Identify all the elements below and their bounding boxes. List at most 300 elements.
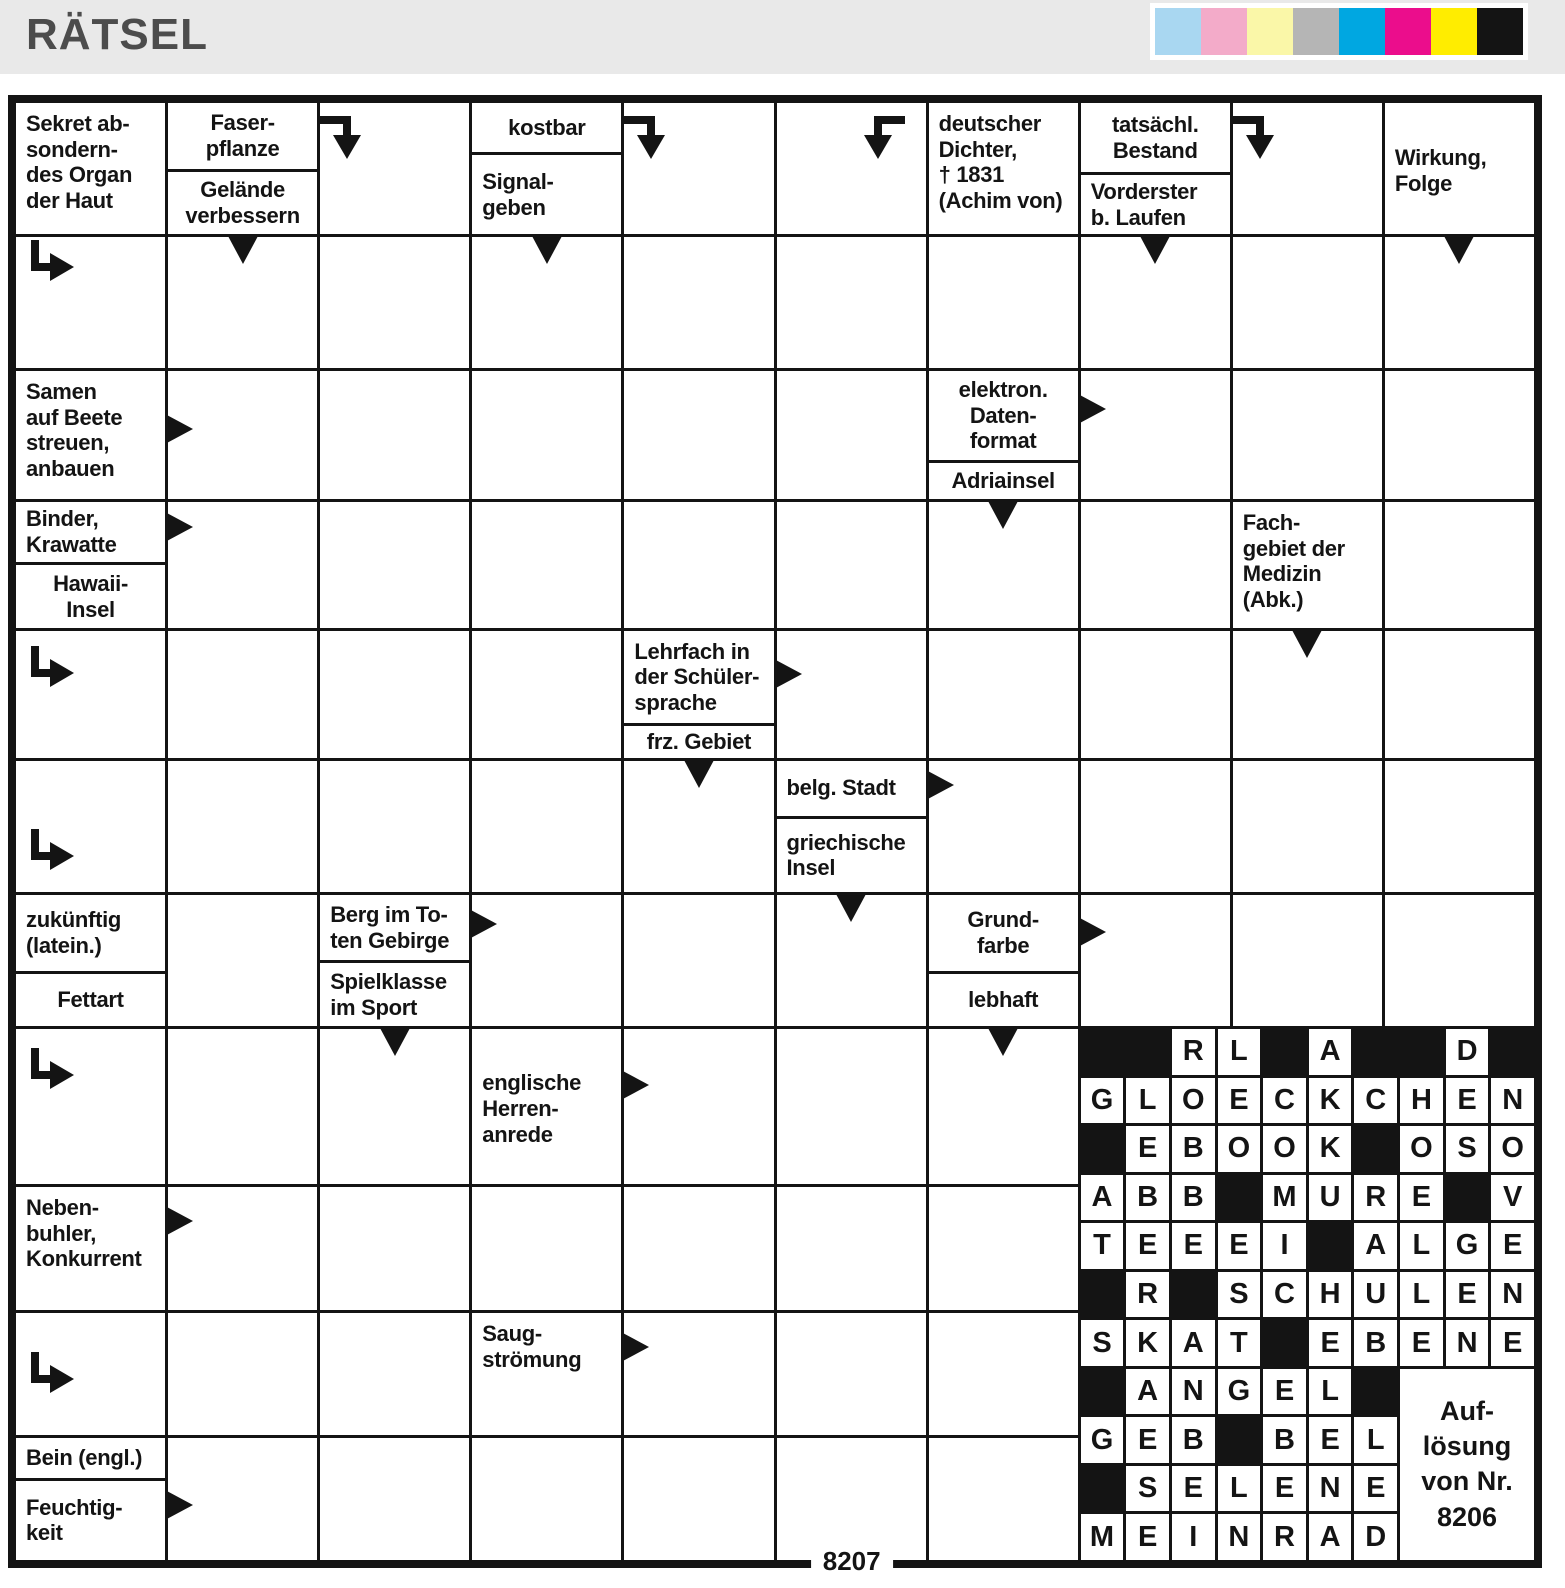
clue-text-line: pflanze bbox=[205, 136, 280, 162]
arrow-right-icon bbox=[621, 1332, 651, 1362]
clue-text-line: Konkurrent bbox=[26, 1246, 142, 1272]
clue-text bbox=[472, 1029, 621, 1184]
clue-text-line: Dichter, bbox=[938, 136, 1017, 162]
answer-cell[interactable] bbox=[929, 502, 1078, 628]
answer-cell[interactable] bbox=[320, 502, 469, 628]
arrow-right-icon bbox=[165, 1490, 195, 1520]
solution-letter-cell: E bbox=[1263, 1369, 1306, 1415]
solution-letter-cell: B bbox=[1354, 1320, 1397, 1366]
clue-text bbox=[624, 726, 773, 758]
answer-cell[interactable] bbox=[472, 1187, 621, 1310]
solution-letter-cell: E bbox=[1172, 1466, 1215, 1512]
clue-text-line: gebiet der bbox=[1242, 535, 1345, 561]
answer-cell[interactable] bbox=[777, 631, 926, 758]
solution-letter-cell: T bbox=[1081, 1223, 1124, 1269]
solution-letter-cell: E bbox=[1446, 1272, 1489, 1318]
solution-black-cell bbox=[1218, 1417, 1261, 1463]
answer-cell[interactable] bbox=[929, 761, 1078, 892]
clue-text bbox=[929, 895, 1078, 974]
solution-letter-cell: G bbox=[1081, 1417, 1124, 1463]
solution-letter-cell: L bbox=[1218, 1029, 1261, 1075]
clue-text bbox=[16, 1187, 165, 1310]
clue-text bbox=[168, 103, 317, 172]
clue-text-line: Grund- bbox=[967, 907, 1039, 933]
answer-cell[interactable] bbox=[168, 1438, 317, 1560]
answer-cell[interactable] bbox=[777, 103, 926, 234]
clue-cell bbox=[929, 103, 1078, 234]
clue-text-line: der Haut bbox=[26, 188, 113, 214]
page-title: RÄTSEL bbox=[26, 10, 208, 59]
clue-cell bbox=[1385, 103, 1534, 234]
arrow-right-icon bbox=[1078, 394, 1108, 424]
arrow-bend-down-icon bbox=[1233, 109, 1277, 161]
color-swatch bbox=[1201, 8, 1247, 55]
answer-cell[interactable] bbox=[929, 631, 1078, 758]
solution-letter-cell: L bbox=[1400, 1223, 1443, 1269]
solution-black-cell bbox=[1354, 1126, 1397, 1172]
solution-letter-cell: A bbox=[1172, 1320, 1215, 1366]
answer-cell[interactable] bbox=[1233, 103, 1382, 234]
answer-cell[interactable] bbox=[168, 1029, 317, 1184]
arrow-right-icon bbox=[774, 659, 804, 689]
clue-cell bbox=[929, 371, 1078, 499]
color-swatch bbox=[1155, 8, 1201, 55]
clue-text bbox=[16, 974, 165, 1026]
solution-letter-cell: N bbox=[1218, 1514, 1261, 1560]
solution-letter-cell: S bbox=[1218, 1272, 1261, 1318]
crossword-grid bbox=[8, 95, 1542, 1568]
clue-text bbox=[16, 103, 165, 234]
clue-text-line: anbauen bbox=[26, 456, 115, 482]
color-swatch bbox=[1477, 8, 1523, 55]
clue-text-line: Herren- bbox=[482, 1096, 559, 1122]
solution-letter-cell: E bbox=[1218, 1078, 1261, 1124]
arrow-down-icon bbox=[1140, 236, 1170, 266]
answer-cell[interactable] bbox=[777, 502, 926, 628]
solution-label-line: 8206 bbox=[1437, 1501, 1498, 1532]
arrow-bend-down-icon bbox=[624, 109, 668, 161]
clue-text-line: streuen, bbox=[26, 430, 110, 456]
answer-cell[interactable] bbox=[472, 631, 621, 758]
clue-text-line: Samen bbox=[26, 379, 97, 404]
clue-text-line: Fach- bbox=[1242, 510, 1300, 535]
clue-text-line: englische bbox=[482, 1070, 582, 1096]
solution-letter-cell: C bbox=[1354, 1078, 1397, 1124]
solution-black-cell bbox=[1081, 1126, 1124, 1172]
solution-letter-cell: L bbox=[1400, 1272, 1443, 1318]
clue-text-line: frz. Gebiet bbox=[646, 729, 752, 755]
color-swatch bbox=[1431, 8, 1477, 55]
solution-black-cell bbox=[1081, 1466, 1124, 1512]
answer-cell[interactable] bbox=[777, 1029, 926, 1184]
solution-black-cell bbox=[1354, 1369, 1397, 1415]
solution-letter-cell: D bbox=[1446, 1029, 1489, 1075]
clue-cell bbox=[472, 1313, 621, 1435]
arrow-down-icon bbox=[684, 760, 714, 790]
clue-cell bbox=[777, 761, 926, 892]
solution-letter-cell: I bbox=[1263, 1223, 1306, 1269]
solution-letter-cell: E bbox=[1400, 1320, 1443, 1366]
clue-text bbox=[168, 172, 317, 234]
answer-cell[interactable] bbox=[320, 631, 469, 758]
clue-text bbox=[320, 963, 469, 1026]
clue-text-line: Gelände bbox=[200, 177, 285, 203]
clue-text-line: b. Laufen bbox=[1090, 204, 1186, 230]
answer-cell[interactable] bbox=[16, 237, 165, 368]
solution-letter-cell: B bbox=[1263, 1417, 1306, 1463]
answer-cell[interactable] bbox=[1081, 761, 1230, 892]
clue-text-line: Adriainsel bbox=[951, 468, 1055, 494]
answer-cell[interactable] bbox=[1233, 631, 1382, 758]
answer-cell[interactable] bbox=[777, 1313, 926, 1435]
answer-cell[interactable] bbox=[777, 1187, 926, 1310]
answer-cell[interactable] bbox=[1385, 371, 1534, 499]
arrow-down-icon bbox=[380, 1028, 410, 1058]
solution-black-cell bbox=[1309, 1223, 1352, 1269]
clue-text bbox=[1385, 103, 1534, 234]
arrow-bend-right-icon bbox=[24, 646, 76, 690]
arrow-right-icon bbox=[469, 909, 499, 939]
arrow-right-icon bbox=[1078, 917, 1108, 947]
answer-cell[interactable] bbox=[472, 1438, 621, 1560]
solution-letter-cell: H bbox=[1309, 1272, 1352, 1318]
clue-text-line: Binder, bbox=[26, 506, 99, 532]
solution-letter-cell: E bbox=[1126, 1223, 1169, 1269]
solution-letter-cell: E bbox=[1172, 1223, 1215, 1269]
solution-black-cell bbox=[1126, 1029, 1169, 1075]
solution-letter-cell: E bbox=[1354, 1466, 1397, 1512]
answer-cell[interactable] bbox=[320, 1313, 469, 1435]
solution-letter-cell: E bbox=[1309, 1320, 1352, 1366]
clue-text bbox=[929, 974, 1078, 1026]
solution-letter-cell: O bbox=[1491, 1126, 1534, 1172]
solution-letter-cell: A bbox=[1081, 1175, 1124, 1221]
answer-cell[interactable] bbox=[929, 237, 1078, 368]
clue-text bbox=[472, 155, 621, 234]
clue-text-line: ten Gebirge bbox=[330, 927, 450, 953]
answer-cell[interactable] bbox=[1233, 895, 1382, 1026]
answer-cell[interactable] bbox=[624, 502, 773, 628]
clue-text-line: Spielklasse bbox=[330, 968, 447, 994]
answer-cell[interactable] bbox=[168, 631, 317, 758]
clue-text-line: Neben- bbox=[26, 1195, 99, 1220]
answer-cell[interactable] bbox=[929, 1187, 1078, 1310]
clue-text-line: Insel bbox=[66, 596, 115, 622]
solution-label-line: Auf- bbox=[1440, 1396, 1495, 1427]
clue-text-line: Fettart bbox=[57, 986, 124, 1012]
answer-cell[interactable] bbox=[777, 1438, 926, 1560]
solution-letter-cell: U bbox=[1354, 1272, 1397, 1318]
solution-letter-cell: N bbox=[1172, 1369, 1215, 1415]
print-color-calibration-bar bbox=[1150, 3, 1528, 60]
answer-cell[interactable] bbox=[16, 761, 165, 892]
clue-text bbox=[777, 761, 926, 819]
answer-cell[interactable] bbox=[624, 1313, 773, 1435]
answer-cell[interactable] bbox=[320, 371, 469, 499]
clue-text bbox=[1081, 175, 1230, 234]
clue-text-line: Sekret ab- bbox=[26, 111, 130, 136]
clue-text-line: anrede bbox=[482, 1121, 553, 1147]
clue-cell bbox=[1233, 502, 1382, 628]
solution-label-line: lösung bbox=[1422, 1431, 1512, 1462]
clue-text-line: Krawatte bbox=[26, 532, 117, 557]
clue-text-line: Insel bbox=[786, 855, 836, 881]
solution-letter-cell: C bbox=[1263, 1272, 1306, 1318]
clue-cell bbox=[16, 1438, 165, 1560]
clue-text-line: tatsächl. bbox=[1111, 111, 1199, 137]
solution-letter-cell: K bbox=[1126, 1320, 1169, 1366]
clue-text-line: (Abk.) bbox=[1242, 587, 1304, 613]
arrow-right-icon bbox=[165, 414, 195, 444]
clue-text-line: Bein (engl.) bbox=[26, 1444, 143, 1470]
solution-black-cell bbox=[1263, 1029, 1306, 1075]
solution-black-cell bbox=[1400, 1029, 1443, 1075]
solution-letter-cell: O bbox=[1218, 1126, 1261, 1172]
answer-cell[interactable] bbox=[168, 895, 317, 1026]
clue-text bbox=[16, 1481, 165, 1560]
clue-cell bbox=[1081, 103, 1230, 234]
clue-text-line: griechische bbox=[786, 829, 906, 855]
clue-text bbox=[777, 819, 926, 892]
answer-cell[interactable] bbox=[1233, 371, 1382, 499]
solution-letter-cell: B bbox=[1172, 1126, 1215, 1172]
answer-cell[interactable] bbox=[777, 237, 926, 368]
clue-text bbox=[16, 1438, 165, 1481]
clue-text-line: verbessern bbox=[185, 203, 300, 229]
clue-text-line: Bestand bbox=[1112, 137, 1198, 163]
answer-cell[interactable] bbox=[320, 761, 469, 892]
clue-text-line: geben bbox=[482, 194, 546, 220]
answer-cell[interactable] bbox=[472, 761, 621, 892]
clue-text-line: im Sport bbox=[330, 994, 418, 1020]
solution-letter-cell: C bbox=[1263, 1078, 1306, 1124]
answer-cell[interactable] bbox=[929, 1029, 1078, 1184]
clue-text-line: Medizin bbox=[1242, 561, 1322, 587]
solution-black-cell bbox=[1218, 1175, 1261, 1221]
answer-cell[interactable] bbox=[1081, 371, 1230, 499]
clue-text-line: Wirkung, bbox=[1394, 145, 1487, 171]
answer-cell[interactable] bbox=[624, 761, 773, 892]
solution-black-cell bbox=[1263, 1320, 1306, 1366]
answer-cell[interactable] bbox=[320, 103, 469, 234]
answer-cell[interactable] bbox=[624, 103, 773, 234]
clue-text bbox=[929, 463, 1078, 499]
solution-black-cell bbox=[1081, 1272, 1124, 1318]
solution-letter-cell: O bbox=[1400, 1126, 1443, 1172]
clue-text-line: kostbar bbox=[508, 114, 586, 140]
clue-text-line: buhler, bbox=[26, 1220, 97, 1246]
arrow-down-icon bbox=[988, 1028, 1018, 1058]
solution-letter-cell: A bbox=[1309, 1514, 1352, 1560]
answer-cell[interactable] bbox=[472, 237, 621, 368]
answer-cell[interactable] bbox=[777, 371, 926, 499]
clue-text-line: keit bbox=[26, 1520, 63, 1546]
clue-cell bbox=[320, 895, 469, 1026]
clue-cell bbox=[168, 103, 317, 234]
answer-cell[interactable] bbox=[1233, 761, 1382, 892]
solution-letter-cell: L bbox=[1354, 1417, 1397, 1463]
clue-cell bbox=[16, 371, 165, 499]
solution-letter-cell: N bbox=[1491, 1078, 1534, 1124]
clue-text-line: des Organ bbox=[26, 162, 133, 188]
answer-cell[interactable] bbox=[16, 1313, 165, 1435]
answer-cell[interactable] bbox=[929, 1438, 1078, 1560]
answer-cell[interactable] bbox=[624, 1438, 773, 1560]
solution-letter-cell: T bbox=[1218, 1320, 1261, 1366]
solution-letter-cell: N bbox=[1309, 1466, 1352, 1512]
answer-cell[interactable] bbox=[472, 895, 621, 1026]
clue-text-line: elektron. bbox=[958, 376, 1048, 402]
solution-letter-cell: S bbox=[1446, 1126, 1489, 1172]
color-swatch bbox=[1293, 8, 1339, 55]
arrow-right-icon bbox=[621, 1070, 651, 1100]
solution-letter-cell: E bbox=[1126, 1126, 1169, 1172]
solution-letter-cell: O bbox=[1263, 1126, 1306, 1172]
color-swatch bbox=[1339, 8, 1385, 55]
solution-letter-cell: E bbox=[1126, 1417, 1169, 1463]
solution-letter-cell: M bbox=[1263, 1175, 1306, 1221]
clue-text-line: Daten- bbox=[969, 402, 1037, 428]
solution-letter-cell: K bbox=[1309, 1078, 1352, 1124]
answer-cell[interactable] bbox=[1385, 237, 1534, 368]
answer-cell[interactable] bbox=[320, 237, 469, 368]
clue-text-line: Feuchtig- bbox=[26, 1494, 123, 1520]
answer-cell[interactable] bbox=[1081, 502, 1230, 628]
arrow-down-icon bbox=[228, 236, 258, 266]
clue-text-line: format bbox=[969, 428, 1037, 454]
solution-letter-cell: S bbox=[1081, 1320, 1124, 1366]
clue-text-line: Saug- bbox=[482, 1321, 542, 1346]
solution-letter-cell: S bbox=[1126, 1466, 1169, 1512]
solution-letter-cell: L bbox=[1309, 1369, 1352, 1415]
answer-cell[interactable] bbox=[624, 371, 773, 499]
puzzle-number: 8207 bbox=[811, 1547, 893, 1576]
arrow-down-icon bbox=[988, 501, 1018, 531]
answer-cell[interactable] bbox=[16, 631, 165, 758]
solution-grid bbox=[1081, 1029, 1534, 1560]
page-header bbox=[0, 0, 1565, 74]
answer-cell[interactable] bbox=[472, 371, 621, 499]
answer-cell[interactable] bbox=[1385, 502, 1534, 628]
answer-cell[interactable] bbox=[16, 1029, 165, 1184]
solution-letter-cell: R bbox=[1126, 1272, 1169, 1318]
clue-text-line: (Achim von) bbox=[938, 188, 1063, 214]
solution-letter-cell: H bbox=[1400, 1078, 1443, 1124]
answer-cell[interactable] bbox=[320, 1438, 469, 1560]
answer-cell[interactable] bbox=[624, 237, 773, 368]
clue-text-line: auf Beete bbox=[26, 404, 123, 430]
clue-text-line: sprache bbox=[634, 689, 717, 715]
arrow-down-icon bbox=[1292, 630, 1322, 660]
solution-letter-cell: E bbox=[1309, 1417, 1352, 1463]
clue-cell bbox=[16, 895, 165, 1026]
clue-text-line: Berg im To- bbox=[330, 901, 448, 927]
answer-cell[interactable] bbox=[1081, 237, 1230, 368]
clue-text-line: Folge bbox=[1394, 171, 1453, 196]
arrow-right-icon bbox=[926, 770, 956, 800]
color-swatch bbox=[1385, 8, 1431, 55]
clue-text bbox=[1233, 502, 1382, 628]
solution-letter-cell: V bbox=[1491, 1175, 1534, 1221]
solution-letter-cell: N bbox=[1491, 1272, 1534, 1318]
arrow-right-icon bbox=[165, 512, 195, 542]
answer-cell[interactable] bbox=[168, 1313, 317, 1435]
answer-cell[interactable] bbox=[320, 1029, 469, 1184]
clue-text bbox=[1081, 103, 1230, 175]
answer-cell[interactable] bbox=[168, 371, 317, 499]
answer-cell[interactable] bbox=[1233, 237, 1382, 368]
clue-text bbox=[16, 371, 165, 499]
solution-letter-cell: E bbox=[1400, 1175, 1443, 1221]
arrow-down-icon bbox=[836, 894, 866, 924]
clue-text-line: sondern- bbox=[26, 136, 118, 162]
answer-cell[interactable] bbox=[1385, 631, 1534, 758]
answer-cell[interactable] bbox=[1385, 761, 1534, 892]
clue-text bbox=[16, 895, 165, 974]
clue-text-line: Signal- bbox=[482, 168, 554, 194]
solution-letter-cell: E bbox=[1126, 1514, 1169, 1560]
solution-label-line: von Nr. bbox=[1421, 1466, 1513, 1497]
answer-cell[interactable] bbox=[168, 761, 317, 892]
clue-text bbox=[624, 631, 773, 726]
answer-cell[interactable] bbox=[624, 1029, 773, 1184]
solution-letter-cell: L bbox=[1126, 1078, 1169, 1124]
arrow-bend-down-icon bbox=[861, 109, 905, 161]
solution-letter-cell: G bbox=[1446, 1223, 1489, 1269]
clue-text-line: deutscher bbox=[938, 111, 1042, 136]
clue-text-line: lebhaft bbox=[968, 986, 1039, 1012]
solution-black-cell bbox=[1081, 1369, 1124, 1415]
clue-text bbox=[472, 1313, 621, 1435]
solution-letter-cell: R bbox=[1172, 1029, 1215, 1075]
solution-black-cell bbox=[1446, 1175, 1489, 1221]
clue-text-line: strömung bbox=[482, 1346, 582, 1372]
crossword-puzzle bbox=[8, 95, 1542, 1577]
clue-text bbox=[16, 502, 165, 565]
solution-black-cell bbox=[1354, 1029, 1397, 1075]
clue-cell bbox=[929, 895, 1078, 1026]
solution-letter-cell: A bbox=[1354, 1223, 1397, 1269]
solution-letter-cell: K bbox=[1309, 1126, 1352, 1172]
clue-text bbox=[320, 895, 469, 963]
answer-cell[interactable] bbox=[168, 237, 317, 368]
solution-letter-cell: O bbox=[1172, 1078, 1215, 1124]
clue-text-line: Vorderster bbox=[1090, 178, 1198, 204]
solution-letter-cell: B bbox=[1172, 1175, 1215, 1221]
solution-letter-cell: N bbox=[1446, 1320, 1489, 1366]
answer-cell[interactable] bbox=[624, 1187, 773, 1310]
answer-cell[interactable] bbox=[1081, 895, 1230, 1026]
answer-cell[interactable] bbox=[777, 895, 926, 1026]
answer-cell[interactable] bbox=[472, 502, 621, 628]
solution-letter-cell: E bbox=[1263, 1466, 1306, 1512]
arrow-bend-right-icon bbox=[24, 240, 76, 284]
solution-letter-cell: L bbox=[1218, 1466, 1261, 1512]
clue-text-line: (latein.) bbox=[26, 932, 102, 958]
arrow-down-icon bbox=[532, 236, 562, 266]
solution-black-cell bbox=[1081, 1029, 1124, 1075]
answer-cell[interactable] bbox=[168, 1187, 317, 1310]
answer-cell[interactable] bbox=[624, 895, 773, 1026]
answer-cell[interactable] bbox=[929, 1313, 1078, 1435]
solution-letter-cell: E bbox=[1491, 1320, 1534, 1366]
answer-cell[interactable] bbox=[1081, 631, 1230, 758]
answer-cell[interactable] bbox=[168, 502, 317, 628]
answer-cell[interactable] bbox=[320, 1187, 469, 1310]
clue-cell bbox=[472, 103, 621, 234]
answer-cell[interactable] bbox=[1385, 895, 1534, 1026]
clue-text bbox=[472, 103, 621, 155]
